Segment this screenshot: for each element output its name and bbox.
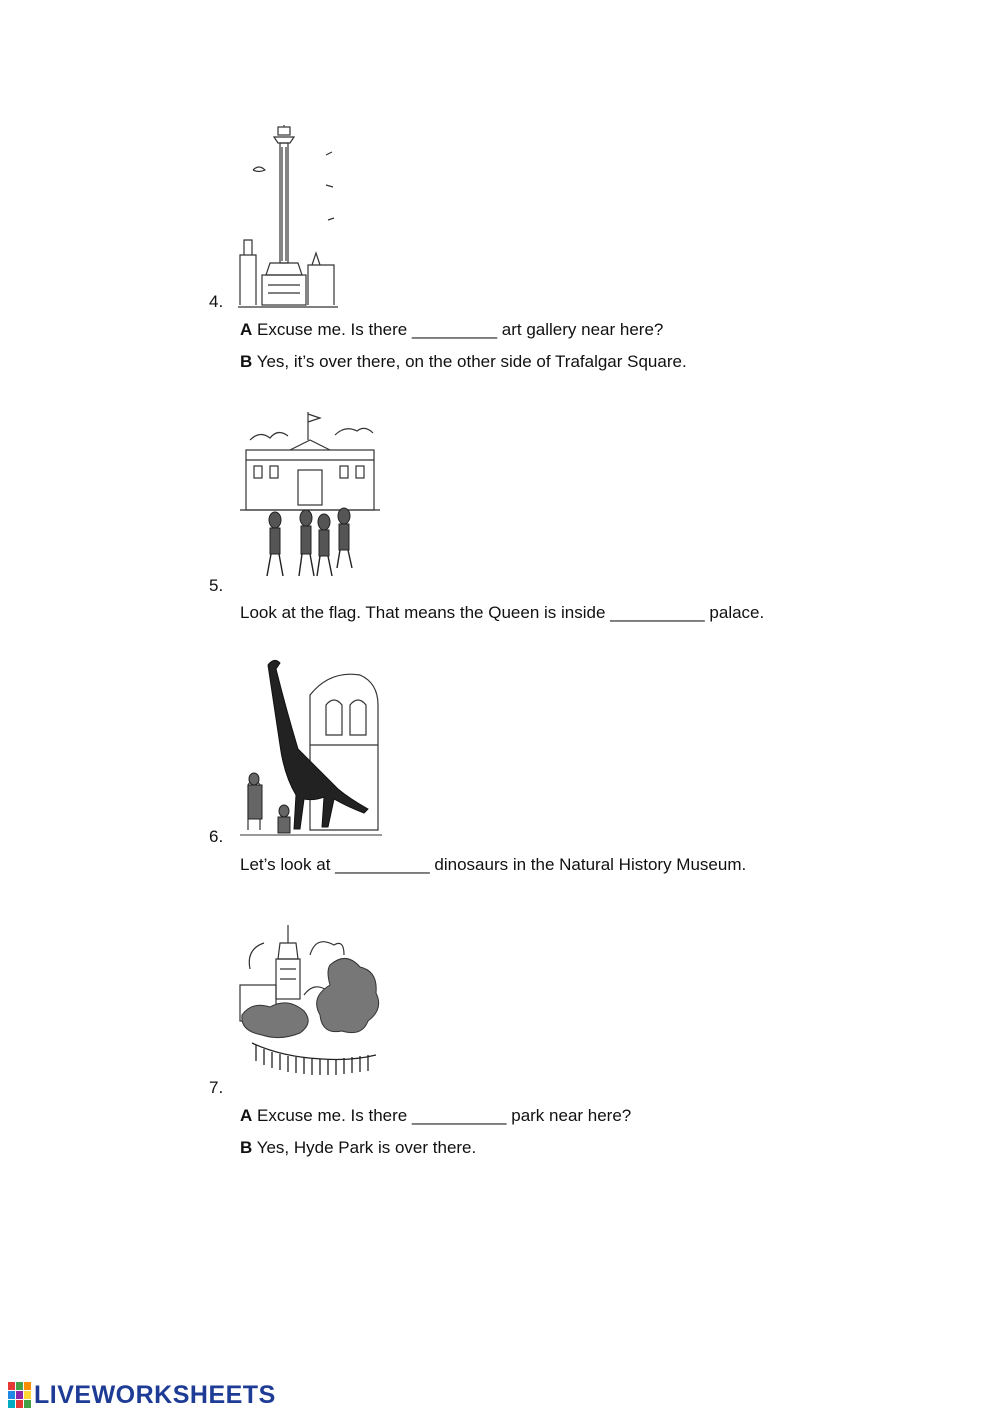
liveworksheets-logo [8, 1380, 276, 1410]
hyde-park-picture [238, 925, 380, 1085]
item-number: 7. [209, 1078, 224, 1097]
item-number: 5. [209, 576, 224, 595]
speaker-label: A [240, 320, 253, 339]
line-text: Excuse me. Is there _________ art gallery near here? [257, 320, 664, 339]
line-text: Excuse me. Is there __________ park near here? [257, 1106, 632, 1125]
line-text: Look at the flag. That means the Queen is inside __________ palace. [240, 603, 765, 622]
line-text: Yes, Hyde Park is over there. [256, 1138, 477, 1157]
logo-text: LIVEWORKSHEETS [34, 1380, 276, 1409]
dialogue-line [240, 320, 663, 340]
dialogue-line [240, 855, 746, 875]
dialogue-line [240, 352, 687, 372]
dialogue-line [240, 603, 764, 623]
dinosaur-museum-picture [240, 655, 382, 840]
speaker-label: B [240, 1138, 253, 1157]
palace-guards-picture [240, 410, 380, 580]
item-number: 4. [209, 292, 224, 311]
speaker-label: B [240, 352, 253, 371]
liveworksheets-logo-icon [8, 1382, 32, 1408]
dialogue-line [240, 1138, 476, 1158]
nelsons-column-picture [238, 125, 338, 310]
speaker-label: A [240, 1106, 253, 1125]
item-number: 6. [209, 827, 224, 846]
line-text: Let’s look at __________ dinosaurs in the Natural History Museum. [240, 855, 747, 874]
dialogue-line [240, 1106, 631, 1126]
line-text: Yes, it’s over there, on the other side of Trafalgar Square. [256, 352, 687, 371]
